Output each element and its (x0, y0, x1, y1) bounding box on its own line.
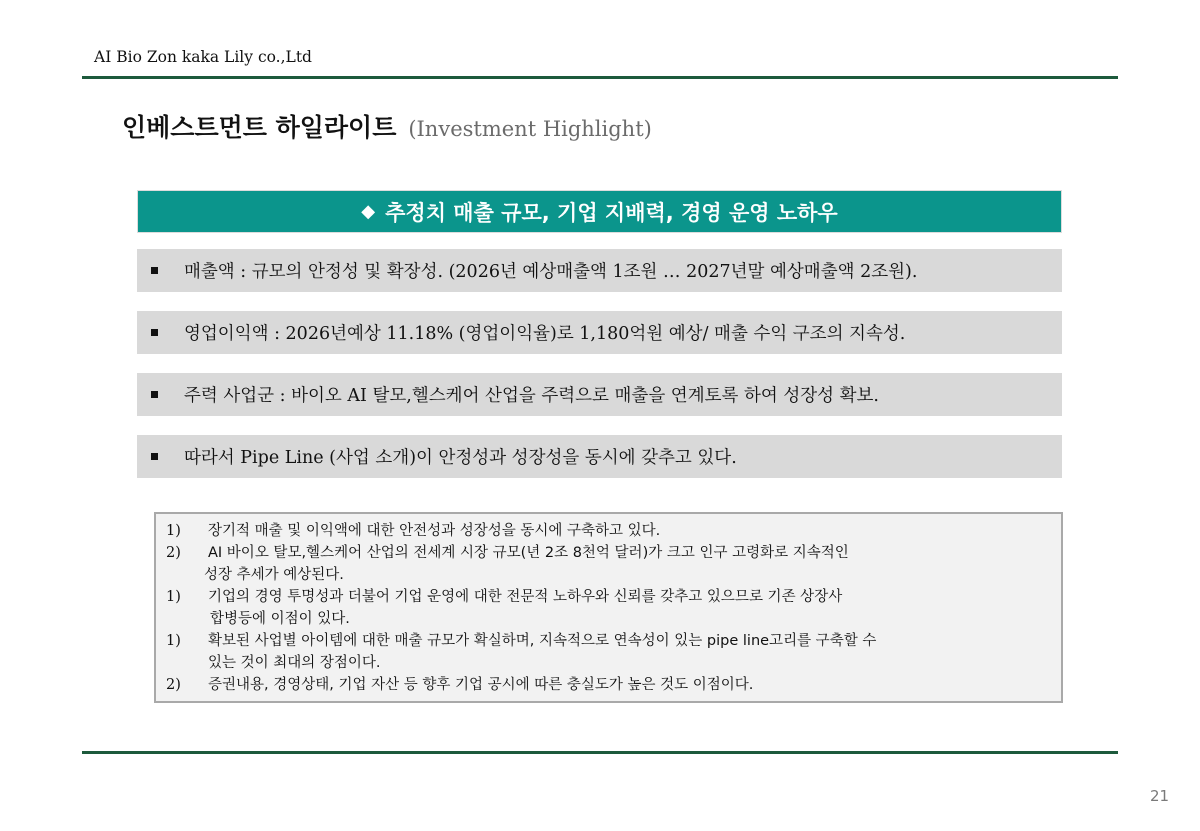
note-item (166, 586, 1061, 630)
square-bullet-icon (151, 267, 158, 274)
square-bullet-icon (151, 391, 158, 398)
highlight-point-text: 주력 사업군 : 바이오 AI 탈모,헬스케어 산업을 주력으로 매출을 연계토록 하여 성장성 확보. (184, 386, 879, 406)
note-number: 1) (166, 589, 181, 605)
highlight-point-operating-profit (137, 311, 1062, 354)
page-title (122, 108, 652, 144)
company-name: AI Bio Zon kaka Lily co.,Ltd (94, 48, 312, 66)
note-text-continued: 있는 것이 최대의 장점이다. (208, 655, 381, 671)
section-banner-text: 추정치 매출 규모, 기업 지배력, 경영 운영 노하우 (385, 200, 838, 225)
page-title-korean: 인베스트먼트 하일라이트 (122, 113, 397, 142)
note-item (166, 542, 1061, 586)
square-bullet-icon (151, 453, 158, 460)
highlight-point-core-business (137, 373, 1062, 416)
note-text: 확보된 사업별 아이템에 대한 매출 규모가 확실하며, 지속적으로 연속성이 있는 pipe line고리를 구축할 수 (208, 633, 877, 649)
note-text-continued: 합병등에 이점이 있다. (210, 611, 350, 627)
notes-box (154, 512, 1063, 703)
note-text: 장기적 매출 및 이익액에 대한 안전성과 성장성을 동시에 구축하고 있다. (208, 523, 661, 539)
note-number: 1) (166, 633, 181, 649)
square-bullet-icon (151, 329, 158, 336)
note-text: 기업의 경영 투명성과 더불어 기업 운영에 대한 전문적 노하우와 신뢰를 갖추고 있으므로 기존 상장사 (208, 589, 843, 605)
note-number: 1) (166, 523, 181, 539)
note-item (166, 520, 1061, 542)
note-number: 2) (166, 545, 181, 561)
header-divider (82, 76, 1118, 79)
note-text: 증권내용, 경영상태, 기업 자산 등 향후 기업 공시에 따른 충실도가 높은 것도 이점이다. (208, 677, 754, 693)
highlight-point-revenue (137, 249, 1062, 292)
note-item (166, 630, 1061, 674)
highlight-point-pipeline (137, 435, 1062, 478)
note-item (166, 674, 1061, 696)
diamond-icon: ◆ (361, 201, 376, 222)
highlight-point-text: 매출액 : 규모의 안정성 및 확장성. (2026년 예상매출액 1조원 … 2027년말 예상매출액 2조원). (184, 262, 918, 282)
note-text-continued: 성장 추세가 예상된다. (204, 567, 344, 583)
footer-divider (82, 751, 1118, 754)
page-number: 21 (1150, 787, 1170, 805)
note-number: 2) (166, 677, 181, 693)
page-title-english: (Investment Highlight) (408, 117, 652, 141)
section-banner (137, 190, 1062, 233)
highlight-point-text: 따라서 Pipe Line (사업 소개)이 안정성과 성장성을 동시에 갖추고 있다. (184, 448, 737, 468)
highlight-point-text: 영업이익액 : 2026년예상 11.18% (영업이익율)로 1,180억원 예상/ 매출 수익 구조의 지속성. (184, 324, 906, 344)
note-text: AI 바이오 탈모,헬스케어 산업의 전세계 시장 규모(년 2조 8천억 달러)가 크고 인구 고령화로 지속적인 (208, 545, 849, 561)
